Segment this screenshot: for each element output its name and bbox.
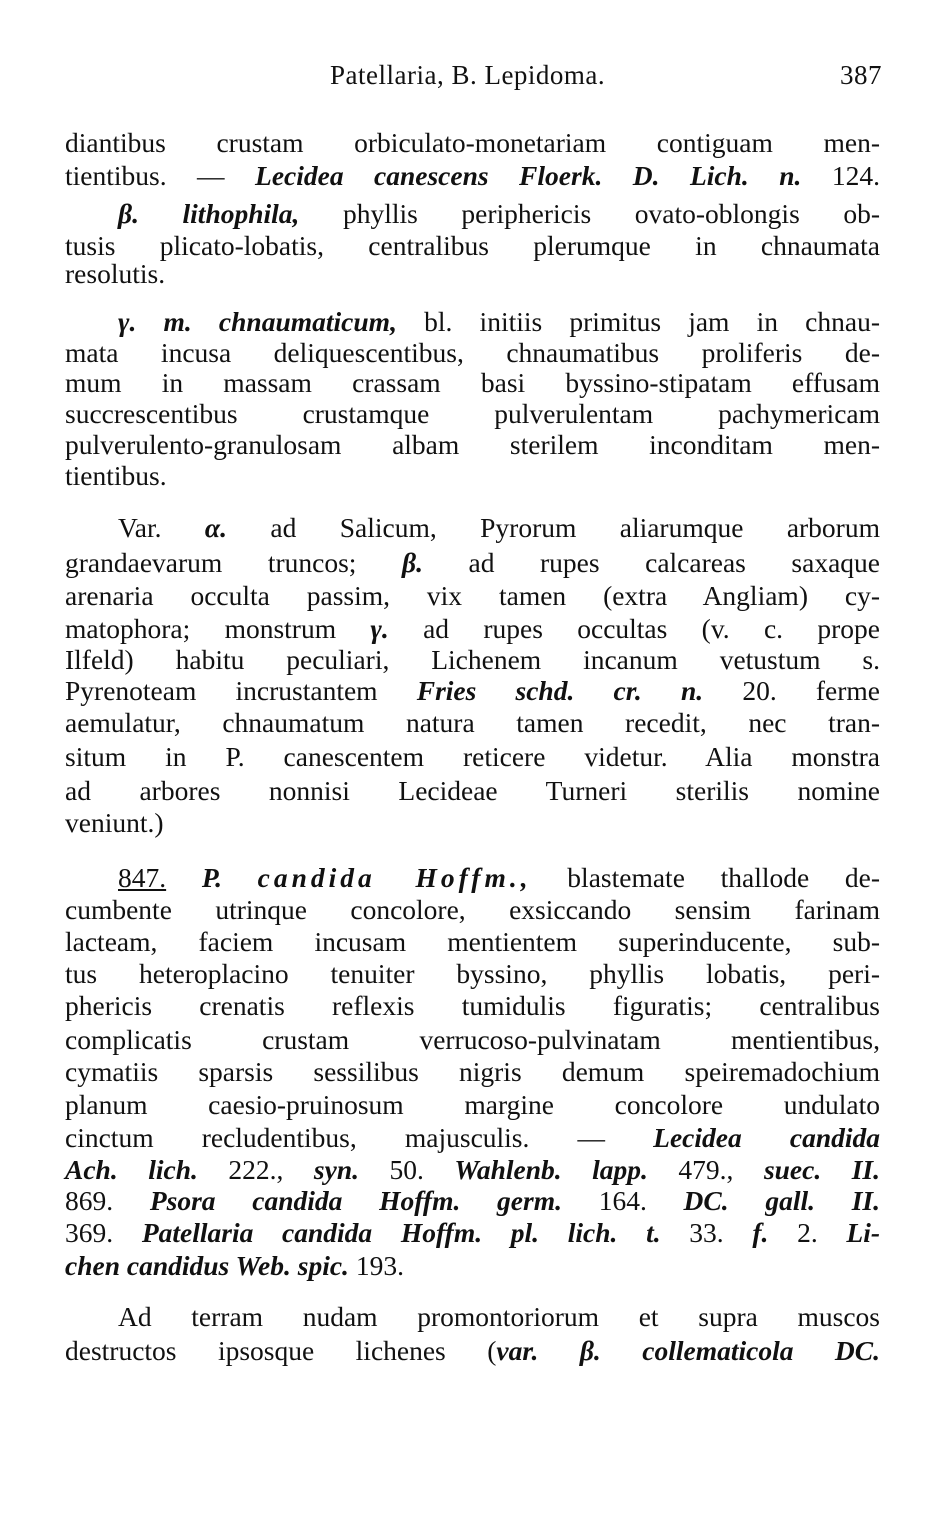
- text-segment: veniunt.): [65, 807, 164, 838]
- text-line: [65, 1185, 880, 1217]
- text-segment: lacteam, faciem incusam mentientem superinducente, sub-: [65, 926, 880, 957]
- text-segment: P.: [166, 862, 258, 893]
- text-segment: ad rupes occultas (v. c. prope: [388, 613, 880, 644]
- text-segment: arenaria occulta passim, vix tamen (extra Angliam) cy-: [65, 580, 880, 611]
- text-segment: Wahlenb. lapp.: [454, 1154, 648, 1185]
- text-line: [65, 429, 880, 461]
- text-segment: var. β. collematicola DC.: [496, 1335, 880, 1366]
- text-line: [65, 1122, 880, 1154]
- text-line: [65, 1335, 880, 1367]
- text-line: [65, 1154, 880, 1186]
- text-segment: tus heteroplacino tenuiter byssino, phyllis lobatis, peri-: [65, 958, 880, 989]
- text-line: [65, 580, 880, 612]
- text-segment: grandaevarum truncos;: [65, 547, 402, 578]
- text-line: [65, 613, 880, 645]
- text-segment: cymatiis sparsis sessilibus nigris demum speiremadochium: [65, 1056, 880, 1087]
- text-line: [65, 547, 880, 579]
- text-segment: DC. gall. II.: [683, 1185, 880, 1216]
- text-segment: Fries schd. cr. n.: [416, 675, 704, 706]
- page-number: 387: [840, 60, 882, 90]
- text-segment: β.: [401, 547, 423, 578]
- text-segment: Li-: [846, 1217, 881, 1248]
- text-segment: γ. m. chnaumaticum,: [118, 306, 397, 337]
- text-segment: 369.: [65, 1217, 142, 1248]
- text-segment: succrescentibus crustamque pulverulentam pachymericam: [65, 398, 880, 429]
- text-segment: phericis crenatis reflexis tumidulis figuratis; centralibus: [65, 990, 880, 1021]
- text-segment: candida Hoffm.,: [257, 862, 532, 893]
- text-segment: Psora candida Hoffm. germ.: [149, 1185, 562, 1216]
- text-line: [118, 306, 880, 338]
- text-segment: 33.: [660, 1217, 753, 1248]
- text-segment: 847.: [118, 862, 167, 893]
- text-line: [65, 807, 880, 839]
- text-segment: Patellaria candida Hoffm. pl. lich. t.: [141, 1217, 661, 1248]
- text-segment: Pyrenoteam incrustantem: [65, 675, 417, 706]
- text-segment: mum in massam crassam basi byssino-stipatam effusam: [65, 367, 880, 398]
- text-segment: 222.,: [197, 1154, 314, 1185]
- text-segment: syn.: [313, 1154, 359, 1185]
- text-segment: tientibus. —: [65, 160, 256, 191]
- text-segment: phyllis periphericis ovato-oblongis ob-: [299, 198, 880, 229]
- text-line: [65, 958, 880, 990]
- text-line: [118, 1301, 880, 1333]
- text-segment: 193.: [348, 1250, 404, 1281]
- text-segment: complicatis crustam verrucoso-pulvinatam mentientibus,: [65, 1024, 880, 1055]
- text-segment: Var.: [118, 512, 205, 543]
- text-segment: situm in P. canescentem reticere videtur. Alia monstra: [65, 741, 880, 772]
- text-segment: α.: [204, 512, 228, 543]
- text-segment: matophora; monstrum: [65, 613, 371, 644]
- text-line: [65, 1250, 880, 1282]
- text-line: [65, 1217, 880, 1249]
- text-line: [65, 775, 880, 807]
- text-line: [65, 160, 880, 192]
- text-segment: bl. initiis primitus jam in chnau-: [396, 306, 880, 337]
- text-segment: ad arbores nonnisi Lecideae Turneri sterilis nomine: [65, 775, 880, 806]
- text-segment: 124.: [801, 160, 880, 191]
- text-segment: pulverulento-granulosam albam sterilem inconditam men-: [65, 429, 880, 460]
- text-segment: blastemate thallode de-: [531, 862, 880, 893]
- text-segment: ad Salicum, Pyrorum aliarumque arborum: [227, 512, 880, 543]
- text-segment: destructos ipsosque lichenes (: [65, 1335, 497, 1366]
- text-segment: Ilfeld) habitu peculiari, Lichenem incanum vetustum s.: [65, 644, 880, 675]
- text-segment: Lecidea candida: [653, 1122, 881, 1153]
- text-line: [65, 644, 880, 676]
- text-line: [65, 707, 880, 739]
- text-segment: 869.: [65, 1185, 150, 1216]
- text-segment: γ.: [370, 613, 389, 644]
- text-line: [65, 741, 880, 773]
- text-segment: cumbente utrinque concolore, exsiccando sensim farinam: [65, 894, 880, 925]
- text-line: [65, 367, 880, 399]
- running-title: Patellaria, B. Lepidoma.: [330, 60, 606, 90]
- text-line: [65, 894, 880, 926]
- text-segment: 50.: [359, 1154, 455, 1185]
- text-segment: tusis plicato-lobatis, centralibus plerumque in chnaumata: [65, 230, 880, 261]
- text-line: [65, 926, 880, 958]
- text-segment: 479.,: [647, 1154, 764, 1185]
- text-segment: suec. II.: [763, 1154, 881, 1185]
- text-segment: mata incusa deliquescentibus, chnaumatibus proliferis de-: [65, 337, 880, 368]
- text-segment: diantibus crustam orbiculato-monetariam contiguam men-: [65, 127, 880, 158]
- text-segment: β. lithophila,: [118, 198, 300, 229]
- text-line: [65, 675, 880, 707]
- text-line: [118, 862, 880, 894]
- text-segment: 20. ferme: [703, 675, 880, 706]
- text-segment: chen candidus Web. spic.: [65, 1250, 349, 1281]
- text-segment: 2.: [768, 1217, 847, 1248]
- text-segment: aemulatur, chnaumatum natura tamen recedit, nec tran-: [65, 707, 880, 738]
- text-segment: Lecidea canescens Floerk. D. Lich. n.: [255, 160, 802, 191]
- text-segment: Ad terram nudam promontoriorum et supra muscos: [118, 1301, 880, 1332]
- text-line: [118, 198, 880, 230]
- text-segment: resolutis.: [65, 258, 166, 289]
- text-segment: tientibus.: [65, 460, 167, 491]
- text-line: [65, 460, 880, 492]
- text-line: [65, 990, 880, 1022]
- text-line: [65, 1024, 880, 1056]
- text-segment: Ach. lich.: [65, 1154, 198, 1185]
- text-line: [65, 398, 880, 430]
- text-line: [65, 337, 880, 369]
- text-segment: planum caesio-pruinosum margine concolore undulato: [65, 1089, 880, 1120]
- text-line: [65, 1056, 880, 1088]
- text-segment: ad rupes calcareas saxaque: [422, 547, 880, 578]
- text-segment: cinctum recludentibus, majusculis. —: [65, 1122, 654, 1153]
- text-line: [118, 512, 880, 544]
- text-line: [65, 1089, 880, 1121]
- text-line: [65, 258, 880, 290]
- text-segment: f.: [752, 1217, 769, 1248]
- text-line: [65, 127, 880, 159]
- text-segment: 164.: [561, 1185, 684, 1216]
